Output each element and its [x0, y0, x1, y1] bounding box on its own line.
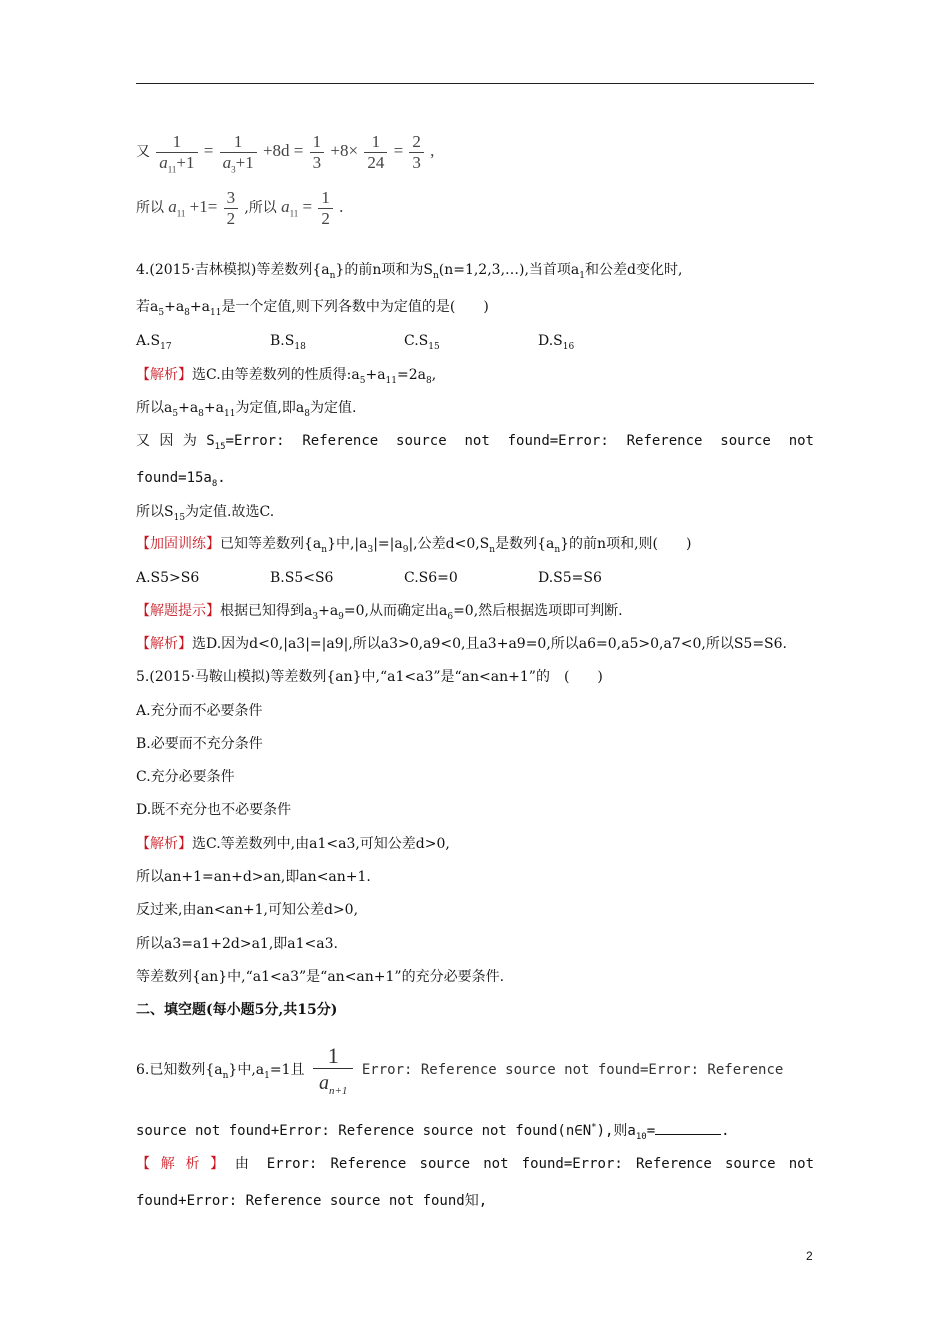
q6-stem-line-1: 6.已知数列$\{a_n\}$中$,a_1=1$且 $\frac{1}{a_{n+1}}$ Error: Reference source not found=Error: Reference: [136, 1042, 784, 1097]
option-a: $A.S_{17}$: [136, 333, 172, 352]
q5-option-b: B.必要而不充分条件: [136, 736, 263, 752]
q4-jiexi-line-5: 所以$S_{15}$为定值.故选C.: [136, 504, 275, 523]
answer-blank[interactable]: [655, 1122, 721, 1135]
q5-stem: 5.(2015·马鞍山模拟)等差数列{an}中,“a1<a3”是“an<an+1”的 ( ): [136, 669, 603, 685]
fraction: $\frac{3}{2}$: [224, 188, 239, 229]
q4-jiexi-line-4: $found=15a_8$.: [136, 470, 226, 489]
fraction: $\frac{2}{3}$: [409, 132, 424, 173]
q5-jiexi-line-3: 反过来,由an<an+1,可知公差d>0,: [136, 902, 359, 918]
option-b: $B.S_{18}$: [270, 333, 306, 352]
q4-jiexi-line-1: 【解析】选C.由等差数列的性质得$:a_5+a_{11}=2a_8$,: [136, 367, 437, 386]
q5-option-d: D.既不充分也不必要条件: [136, 802, 292, 818]
option-a: A.S5>S6: [136, 570, 200, 586]
option-b: B.S5<S6: [270, 570, 334, 586]
q6-jiexi-line-1: 【解析】由 Error: Reference source not found=Error: Reference source not: [136, 1156, 814, 1172]
fraction: $\frac{1}{3}$: [310, 132, 325, 173]
q4-jiexi-line-2: 所以$a_5+a_8+a_{11}$为定值,即$a_8$为定值.: [136, 400, 357, 419]
q5-jiexi-line-5: 等差数列{an}中,“a1<a3”是“an<an+1”的充分必要条件.: [136, 969, 505, 985]
header-rule: [136, 83, 814, 84]
jiagu-tag: 【加固训练】: [136, 536, 220, 552]
q5-option-a: A.充分而不必要条件: [136, 703, 263, 719]
fraction: $\frac{1}{2}$: [318, 188, 333, 229]
fraction: $\frac{1}{a_{n+1}}$: [313, 1044, 353, 1097]
q5-option-c: C.充分必要条件: [136, 769, 235, 785]
option-c: $C.S_{15}$: [404, 333, 440, 352]
q6-jiexi-line-2: found+Error: Reference source not found知,: [136, 1193, 488, 1209]
fraction: $\frac{1}{a_3+1}$: [220, 132, 257, 173]
page-number: 2: [806, 1249, 813, 1263]
option-c: C.S6=0: [404, 570, 458, 586]
solution-line-1: 又 $\frac{1}{a_{11}+1}$ = $\frac{1}{a_3+1}$ +8d = $\frac{1}{3}$ +8× $\frac{1}{24}$ = $\frac{2}{3}$ ,: [136, 131, 435, 174]
jiexi-tag: 【解析】: [136, 1156, 235, 1172]
section-title: 二、填空题(每小题5分,共15分): [136, 1002, 338, 1018]
jiexi-tag: 【解析】: [136, 367, 192, 383]
fraction: $\frac{1}{24}$: [364, 132, 387, 173]
solution-line-2: 所以 $a_{11} +1=$ $\frac{3}{2}$ ,所以 $a_{11}$ = $\frac{1}{2}$ .: [136, 187, 344, 228]
q4-stem-line-1: 4.(2015·吉林模拟)等差数列$\{a_n\}$的前n项和为$S_n(n=1,2,3,\dots)$,当首项$a_1$和公差d变化时,: [136, 262, 683, 281]
option-d: $D.S_{16}$: [538, 333, 575, 352]
q4-stem-line-2: 若$a_5+a_8+a_{11}$是一个定值,则下列各数中为定值的是( ): [136, 299, 489, 318]
q4-jiexi-line-3: 又因为$S_{15}=Error$: Reference source not found=Error: Reference source not: [136, 433, 814, 452]
q6-stem-line-2: source not found+Error: Reference source not found(n∈N*),则$a_{10}=$ .: [136, 1122, 730, 1142]
jiexi-tag: 【解析】: [136, 836, 192, 852]
q5-jiexi-line-2: 所以an+1=an+d>an,即an<an+1.: [136, 869, 371, 885]
jiexi-tag: 【解析】: [136, 636, 192, 652]
tishi-tag: 【解题提示】: [136, 603, 220, 619]
q5-jiexi-line-4: 所以a3=a1+2d>a1,即a1<a3.: [136, 936, 338, 952]
tishi-line: 【解题提示】根据已知得到$a_3+a_9=0$,从而确定出$a_6=0$,然后根据选项即可判断.: [136, 603, 623, 622]
fraction: $\frac{1}{a_{11}+1}$: [156, 132, 197, 173]
q5-jiexi-line-1: 【解析】选C.等差数列中,由a1<a3,可知公差d>0,: [136, 836, 450, 852]
option-d: D.S5=S6: [538, 570, 602, 586]
jiagu-line: 【加固训练】已知等差数列$\{a_n\}$中$,|a_3|=|a_9|$,公差$d<0,S_n$是数列$\{a_n\}$的前n项和,则( ): [136, 536, 692, 555]
jiexi2-line: 【解析】选D.因为d<0,|a3|=|a9|,所以a3>0,a9<0,且a3+a9=0,所以a6=0,a5>0,a7<0,所以S5=S6.: [136, 636, 787, 652]
